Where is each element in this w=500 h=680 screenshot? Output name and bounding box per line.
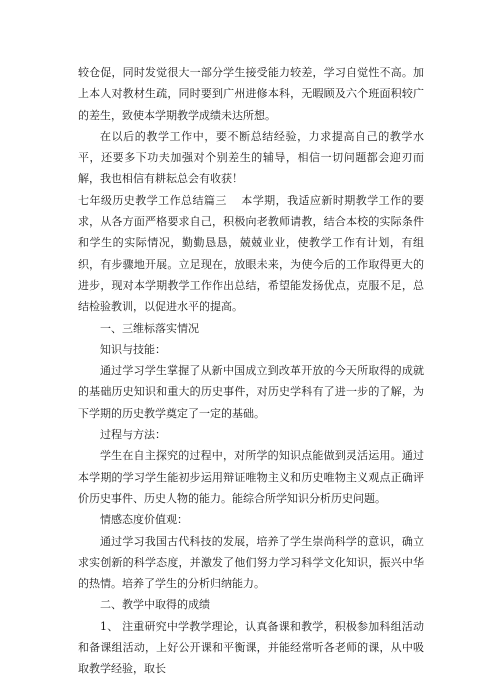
paragraph-6: 通过学习我国古代科技的发展，培养了学生崇尚科学的意识，确立求实创新的科学态度，并激发了他们努力学习科学文化知识，振兴中华的热情。培养了学生的分析归纳能力。 bbox=[78, 534, 424, 591]
paragraph-3-body: 本学期，我适应新时期教学工作的要求，从各方面严格要求自己，积极向老教师请教，结合本校的实际条件和学生的实际情况，勤勤恳恳，兢兢业业，使教学工作有计划，有组织，有步骤地开展。立足现在，放眼未来，为使今后的工作取得更大的进步，现对本学期教学工作作出总结，希望能发扬优点，克服不足，总结检验教训，以促进水平的提高。 bbox=[78, 193, 424, 314]
paragraph-2: 在以后的教学工作中，要不断总结经验，力求提高自己的教学水平，还要多下功夫加强对个别差生的辅导，相信一切问题都会迎刃而解，我也相信有耕耘总会有收获！ bbox=[78, 129, 424, 186]
paragraph-5: 学生在自主探究的过程中，对所学的知识点能做到灵活运用。通过本学期的学习学生能初步运用辩证唯物主义和历史唯物主义观点正确评价历史事件、历史人物的能力。能综合所学知识分析历史问题。 bbox=[78, 449, 424, 505]
paragraph-4: 通过学习学生掌握了从新中国成立到改革开放的今天所取得的成就的基础历史知识和重大的历史事件，对历史学科有了进一步的了解，为下学期的历史教学奠定了一定的基础。 bbox=[78, 364, 424, 420]
subheading-values: 情感态度价值观： bbox=[100, 513, 188, 527]
document-page bbox=[78, 62, 424, 680]
section-title: 七年级历史教学工作总结篇三 bbox=[78, 193, 227, 207]
heading-2: 二、教学中取得的成绩 bbox=[100, 598, 210, 612]
paragraph-3 bbox=[78, 190, 424, 318]
subheading-knowledge: 知识与技能： bbox=[100, 342, 166, 356]
paragraph-7: 1、 注重研究中学教学理论，认真备课和教学，积极参加科组活动和备课组活动，上好公开课和平衡课，并能经常听各老师的课，从中吸取教学经验，取长 bbox=[78, 619, 424, 676]
subheading-process: 过程与方法： bbox=[100, 428, 166, 442]
paragraph-1: 较仓促，同时发觉很大一部分学生接受能力较差，学习自觉性不高。加上本人对教材生疏，同时要到广州进修本科，无暇顾及六个班面积较广的差生，致使本学期教学成绩未达所想。 bbox=[78, 66, 424, 122]
heading-1: 一、三维标落实情况 bbox=[100, 321, 199, 335]
